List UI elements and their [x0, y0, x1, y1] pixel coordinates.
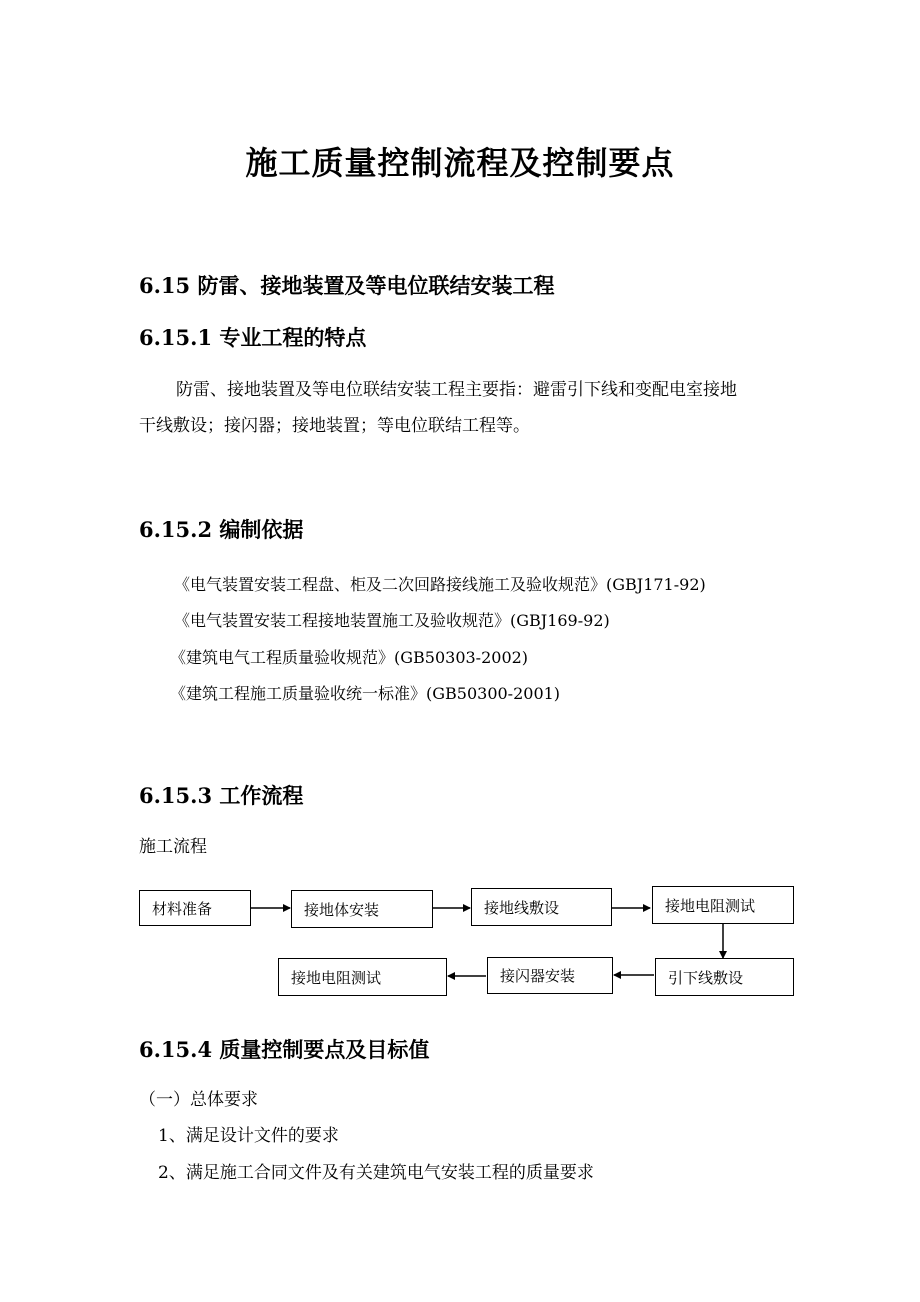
features-paragraph-line-2: 干线敷设；接闪器；接地装置；等电位联结工程等。 — [139, 416, 530, 436]
quality-subheading: （一）总体要求 — [139, 1090, 258, 1110]
flow-step-air-terminal-install: 接闪器安装 — [487, 957, 613, 994]
basis-ref: 《电气装置安装工程盘、柜及二次回路接线施工及验收规范》(GBJ171-92) — [174, 575, 706, 594]
flow-step-material-prep: 材料准备 — [139, 890, 251, 926]
flow-step-ground-wire-laying: 接地线敷设 — [471, 888, 612, 926]
basis-ref: 《建筑电气工程质量验收规范》(GB50303-2002) — [170, 648, 529, 667]
basis-ref: 《电气装置安装工程接地装置施工及验收规范》(GBJ169-92) — [174, 611, 610, 630]
features-heading: 6.15.1 专业工程的特点 — [139, 325, 367, 350]
basis-ref: 《建筑工程施工质量验收统一标准》(GB50300-2001) — [170, 684, 561, 703]
quality-item: 2、满足施工合同文件及有关建筑电气安装工程的质量要求 — [158, 1163, 594, 1183]
section-heading: 6.15 防雷、接地装置及等电位联结安装工程 — [139, 273, 555, 298]
workflow-heading: 6.15.3 工作流程 — [139, 783, 304, 808]
basis-heading: 6.15.2 编制依据 — [139, 517, 304, 542]
page-title: 施工质量控制流程及控制要点 — [245, 144, 675, 182]
workflow-label: 施工流程 — [139, 837, 207, 857]
flow-step-ground-resistance-test-final: 接地电阻测试 — [278, 958, 447, 996]
flow-step-ground-resistance-test: 接地电阻测试 — [652, 886, 794, 924]
quality-heading: 6.15.4 质量控制要点及目标值 — [139, 1037, 430, 1062]
quality-item: 1、满足设计文件的要求 — [158, 1126, 339, 1146]
flow-step-down-conductor-laying: 引下线敷设 — [655, 958, 794, 996]
flow-step-ground-electrode-install: 接地体安装 — [291, 890, 433, 928]
features-paragraph-line-1: 防雷、接地装置及等电位联结安装工程主要指：避雷引下线和变配电室接地 — [176, 380, 737, 400]
